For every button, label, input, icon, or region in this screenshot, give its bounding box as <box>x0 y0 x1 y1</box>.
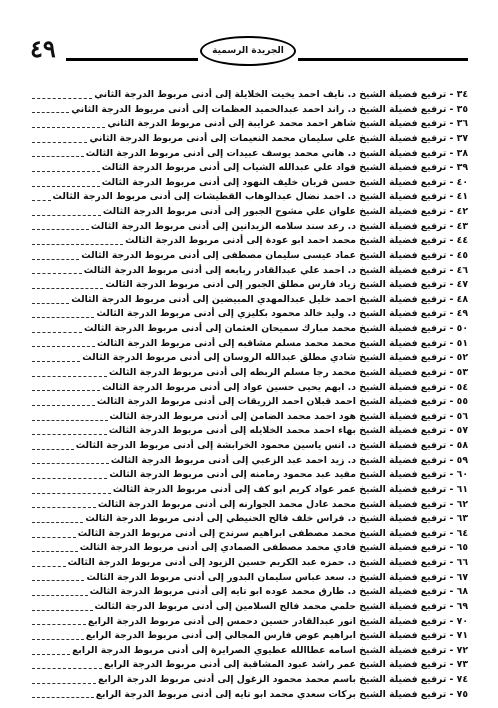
list-item-text: ٦٣ - ترفيع فضيلة الشيخ د. فراس خلف فالح الحنيطي إلى أدنى مربوط الدرجة الثالث <box>85 513 468 525</box>
leader-dots <box>32 171 100 172</box>
leader-dots <box>32 478 107 479</box>
list-item-text: ٤٢ - ترفيع فضيلة الشيخ علوان علي مشوح الجبور إلى أدنى مربوط الدرجة الثالث <box>102 206 468 217</box>
list-item <box>30 629 468 644</box>
leader-dots <box>32 303 69 304</box>
leader-dots <box>32 346 95 347</box>
leader-dots <box>32 654 70 655</box>
list-item <box>30 103 468 118</box>
leader-dots <box>32 537 76 538</box>
list-item-text: ٥٠ - ترفيع فضيلة الشيخ محمد مبارك سميحان العثمان إلى أدنى مربوط الدرجة الثالث <box>83 323 468 334</box>
page-number: ٤٩ <box>30 34 56 63</box>
list-item <box>30 439 468 454</box>
leader-dots <box>32 156 84 157</box>
list-item <box>30 117 468 132</box>
list-item-text: ٤٣ - ترفيع فضيلة الشيخ د. رعد سند سلامه الزيدانين إلى أدنى مربوط الدرجة الثالث <box>90 220 468 232</box>
leader-dots <box>32 566 66 567</box>
list-item-text: ٦٢ - ترفيع فضيلة الشيخ محمد عادل محمد الجوارنه إلى أدنى مربوط الدرجة الثالث <box>97 498 468 510</box>
list-item-text: ٣٨ - ترفيع فضيلة الشيخ د. هاني محمد يوسف عبيدات إلى أدنى مربوط الدرجة الثالث <box>85 147 468 159</box>
list-item-text: ٧٢ - ترفيع فضيلة الشيخ اسامه عطاالله عطيوي الصرايرة إلى أدنى مربوط الدرجة الرابع <box>72 644 468 656</box>
list-item <box>30 527 468 542</box>
list-item-text: ٥٨ - ترفيع فضيلة الشيخ د. انس ياسين محمود الخرابشة إلى أدنى مربوط الدرجة الثالث <box>75 440 468 451</box>
list-item-text: ٦٧ - ترفيع فضيلة الشيخ د. سعد عباس سليمان البدور إلى أدنى مربوط الدرجة الثالث <box>86 571 468 583</box>
list-item <box>30 381 468 396</box>
list-item-text: ٤٦ - ترفيع فضيلة الشيخ د. احمد علي عبدالقادر ربابعه إلى أدنى مربوط الدرجة الثالث <box>83 264 468 276</box>
list-item <box>30 88 468 103</box>
list-item-text: ٥١ - ترفيع فضيلة الشيخ محمد محمد مسلم مشاقبه إلى أدنى مربوط الدرجة الثالث <box>96 337 468 349</box>
list-item-text: ٧١ - ترفيع فضيلة الشيخ ابراهيم عوض فارس المجالي إلى أدنى مربوط الدرجة الرابع <box>85 630 468 642</box>
list-item <box>30 337 468 352</box>
list-item <box>30 307 468 322</box>
list-item <box>30 395 468 410</box>
list-item-text: ٤٧ - ترفيع فضيلة الشيخ زياد فارس مطلق الجبور إلى أدنى مربوط الدرجة الثالث <box>105 279 468 291</box>
list-item-text: ٧٣ - ترفيع فضيلة الشيخ عمر راشد عبود المشاقبة إلى أدنى مربوط الدرجة الرابع <box>103 659 468 671</box>
list-item-text: ٥٦ - ترفيع فضيلة الشيخ هود احمد محمد الضامن إلى أدنى مربوط الدرجة الثالث <box>109 410 468 422</box>
list-item-text: ٤١ - ترفيع فضيلة الشيخ د. احمد نضال عبدالوهاب القطيشات إلى أدنى مربوط الدرجة الثالث <box>52 191 468 203</box>
leader-dots <box>32 580 84 581</box>
list-item <box>30 351 468 366</box>
leader-dots <box>32 127 105 128</box>
leader-dots <box>32 624 86 625</box>
list-item <box>30 220 468 235</box>
page-header <box>30 34 468 74</box>
leader-dots <box>32 98 92 99</box>
leader-dots <box>32 317 94 318</box>
list-item <box>30 688 468 703</box>
list-item-text: ٧٤ - ترفيع فضيلة الشيخ باسم محمد محمود الزغول إلى أدنى مربوط الدرجة الرابع <box>97 674 468 685</box>
leader-dots <box>32 668 102 669</box>
list-item-text: ٣٦ - ترفيع فضيلة الشيخ شاهر احمد محمد غرايبة إلى أدنى مربوط الدرجة الثاني <box>107 118 468 130</box>
leader-dots <box>32 595 88 596</box>
leader-dots <box>32 376 107 377</box>
list-item-text: ٥٢ - ترفيع فضيلة الشيخ شادي مطلق عبدالله الروسان إلى أدنى مربوط الدرجة الثالث <box>82 352 468 364</box>
leader-dots <box>32 273 82 274</box>
list-item <box>30 483 468 498</box>
list-item-text: ٤٩ - ترفيع فضيلة الشيخ د. وليد خالد محمود بكليزي إلى أدنى مربوط الدرجة الثالث <box>96 308 468 320</box>
list-item <box>30 498 468 513</box>
leader-dots <box>32 405 95 406</box>
list-item <box>30 556 468 571</box>
leader-dots <box>32 507 96 508</box>
list-item-text: ٣٩ - ترفيع فضيلة الشيخ فواد علي عبدالله الشياب إلى أدنى مربوط الدرجة الثالث <box>101 162 468 174</box>
leader-dots <box>32 215 101 216</box>
leader-dots <box>32 697 94 698</box>
list-item <box>30 264 468 279</box>
list-item-text: ٤٠ - ترفيع فضيلة الشيخ حسن قربان خليف النهود إلى أدنى مربوط الدرجة الثالث <box>101 176 468 188</box>
list-item <box>30 541 468 556</box>
list-item <box>30 512 468 527</box>
list-item-text: ٥٣ - ترفيع فضيلة الشيخ محمد رجا مسلم الربطه إلى أدنى مربوط الدرجة الثالث <box>109 366 468 378</box>
list-item <box>30 658 468 673</box>
list-item-text: ٦٦ - ترفيع فضيلة الشيخ د. حمزه عبد الكريم حسين الزيود إلى أدنى مربوط الدرجة الثالث <box>67 557 468 568</box>
promotion-list <box>30 88 468 702</box>
list-item <box>30 176 468 191</box>
leader-dots <box>32 142 87 143</box>
list-item-text: ٦٠ - ترفيع فضيلة الشيخ مفيد عبد محمود رمامنه إلى أدنى مربوط الدرجة الثالث <box>109 469 468 481</box>
leader-dots <box>32 551 78 552</box>
list-item <box>30 249 468 264</box>
leader-dots <box>32 244 123 245</box>
list-item <box>30 468 468 483</box>
leader-dots <box>32 361 80 362</box>
list-item-text: ٣٥ - ترفيع فضيلة الشيخ د. راند احمد عبدالحميد العظمات إلى أدنى مربوط الدرجة الثاني <box>71 103 468 115</box>
list-item-text: ٦٥ - ترفيع فضيلة الشيخ فادي محمد مصطفى الصمادي إلى أدنى مربوط الدرجة الثالث <box>79 542 468 554</box>
list-item <box>30 293 468 308</box>
list-item-text: ٥٥ - ترفيع فضيلة الشيخ احمد قبلان احمد الزريقات إلى أدنى مربوط الدرجة الثالث <box>96 396 468 408</box>
list-item-text: ٤٥ - ترفيع فضيلة الشيخ عماد عيسى سليمان مصطفى إلى أدنى مربوط الدرجة الثالث <box>81 249 468 261</box>
leader-dots <box>32 288 103 289</box>
list-item <box>30 424 468 439</box>
leader-dots <box>32 259 79 260</box>
leader-dots <box>32 449 74 450</box>
header-rule-right <box>298 58 468 61</box>
leader-dots <box>32 332 82 333</box>
list-item <box>30 571 468 586</box>
leader-dots <box>32 463 109 464</box>
list-item <box>30 454 468 469</box>
list-item-text: ٥٩ - ترفيع فضيلة الشيخ د. زيد احمد عبد الزعبي إلى أدنى مربوط الدرجة الثالث <box>110 454 468 466</box>
list-item <box>30 644 468 659</box>
header-rule-left <box>66 58 198 61</box>
leader-dots <box>32 493 111 494</box>
list-item-text: ٧٠ - ترفيع فضيلة الشيخ انور عبدالقادر حسين دحمس إلى أدنى مربوط الدرجة الرابع <box>87 615 468 627</box>
list-item <box>30 615 468 630</box>
list-item <box>30 190 468 205</box>
leader-dots <box>32 200 51 201</box>
list-item <box>30 585 468 600</box>
leader-dots <box>32 420 108 421</box>
list-item <box>30 132 468 147</box>
leader-dots <box>32 229 89 230</box>
list-item <box>30 278 468 293</box>
list-item-text: ٤٤ - ترفيع فضيلة الشيخ محمد احمد ابو عودة إلى أدنى مربوط الدرجة الثالث <box>125 235 468 247</box>
leader-dots <box>32 186 100 187</box>
list-item <box>30 410 468 425</box>
leader-dots <box>32 522 83 523</box>
list-item <box>30 234 468 249</box>
list-item-text: ٣٧ - ترفيع فضيلة الشيخ علي سليمان محمد النعيمات إلى أدنى مربوط الدرجة الثاني <box>89 132 468 144</box>
list-item-text: ٦٤ - ترفيع فضيلة الشيخ محمد مصطفى ابراهيم سرندح إلى أدنى مربوط الدرجة الثالث <box>77 527 468 539</box>
leader-dots <box>32 683 96 684</box>
list-item-text: ٣٤ - ترفيع فضيلة الشيخ د. نايف احمد يخيت الخلايلة إلى أدنى مربوط الدرجة الثاني <box>94 89 468 100</box>
list-item <box>30 147 468 162</box>
leader-dots <box>32 610 93 611</box>
list-item-text: ٦٨ - ترفيع فضيلة الشيخ د. طارق محمد عوده ابو تايه إلى أدنى مربوط الدرجة الثالث <box>89 586 468 598</box>
leader-dots <box>32 434 107 435</box>
list-item <box>30 673 468 688</box>
leader-dots <box>32 390 100 391</box>
gazette-title: الجريدة الرسمية <box>200 36 296 66</box>
list-item-text: ٦١ - ترفيع فضيلة الشيخ عمر عواد كريم ابو كف إلى أدنى مربوط الدرجة الثالث <box>112 483 468 495</box>
list-item <box>30 600 468 615</box>
list-item <box>30 322 468 337</box>
leader-dots <box>32 639 84 640</box>
list-item-text: ٥٤ - ترفيع فضيلة الشيخ د. ابهم يحيى حسين عواد إلى أدنى مربوط الدرجة الثالث <box>102 381 468 393</box>
list-item-text: ٦٩ - ترفيع فضيلة الشيخ حلمي محمد فالح السلامين إلى أدنى مربوط الدرجة الثالث <box>94 600 468 612</box>
list-item-text: ٤٨ - ترفيع فضيلة الشيخ احمد خليل عبدالمهدي المبيضين إلى أدنى مربوط الدرجة الثالث <box>71 293 468 305</box>
list-item <box>30 366 468 381</box>
list-item <box>30 205 468 220</box>
list-item <box>30 161 468 176</box>
leader-dots <box>32 112 69 113</box>
list-item-text: ٧٥ - ترفيع فضيلة الشيخ بركات سعدي محمد ابو تايه إلى أدنى مربوط الدرجة الرابع <box>95 688 468 700</box>
list-item-text: ٥٧ - ترفيع فضيلة الشيخ بهاء احمد محمد الخلايله إلى أدنى مربوط الدرجة الثالث <box>108 425 468 437</box>
